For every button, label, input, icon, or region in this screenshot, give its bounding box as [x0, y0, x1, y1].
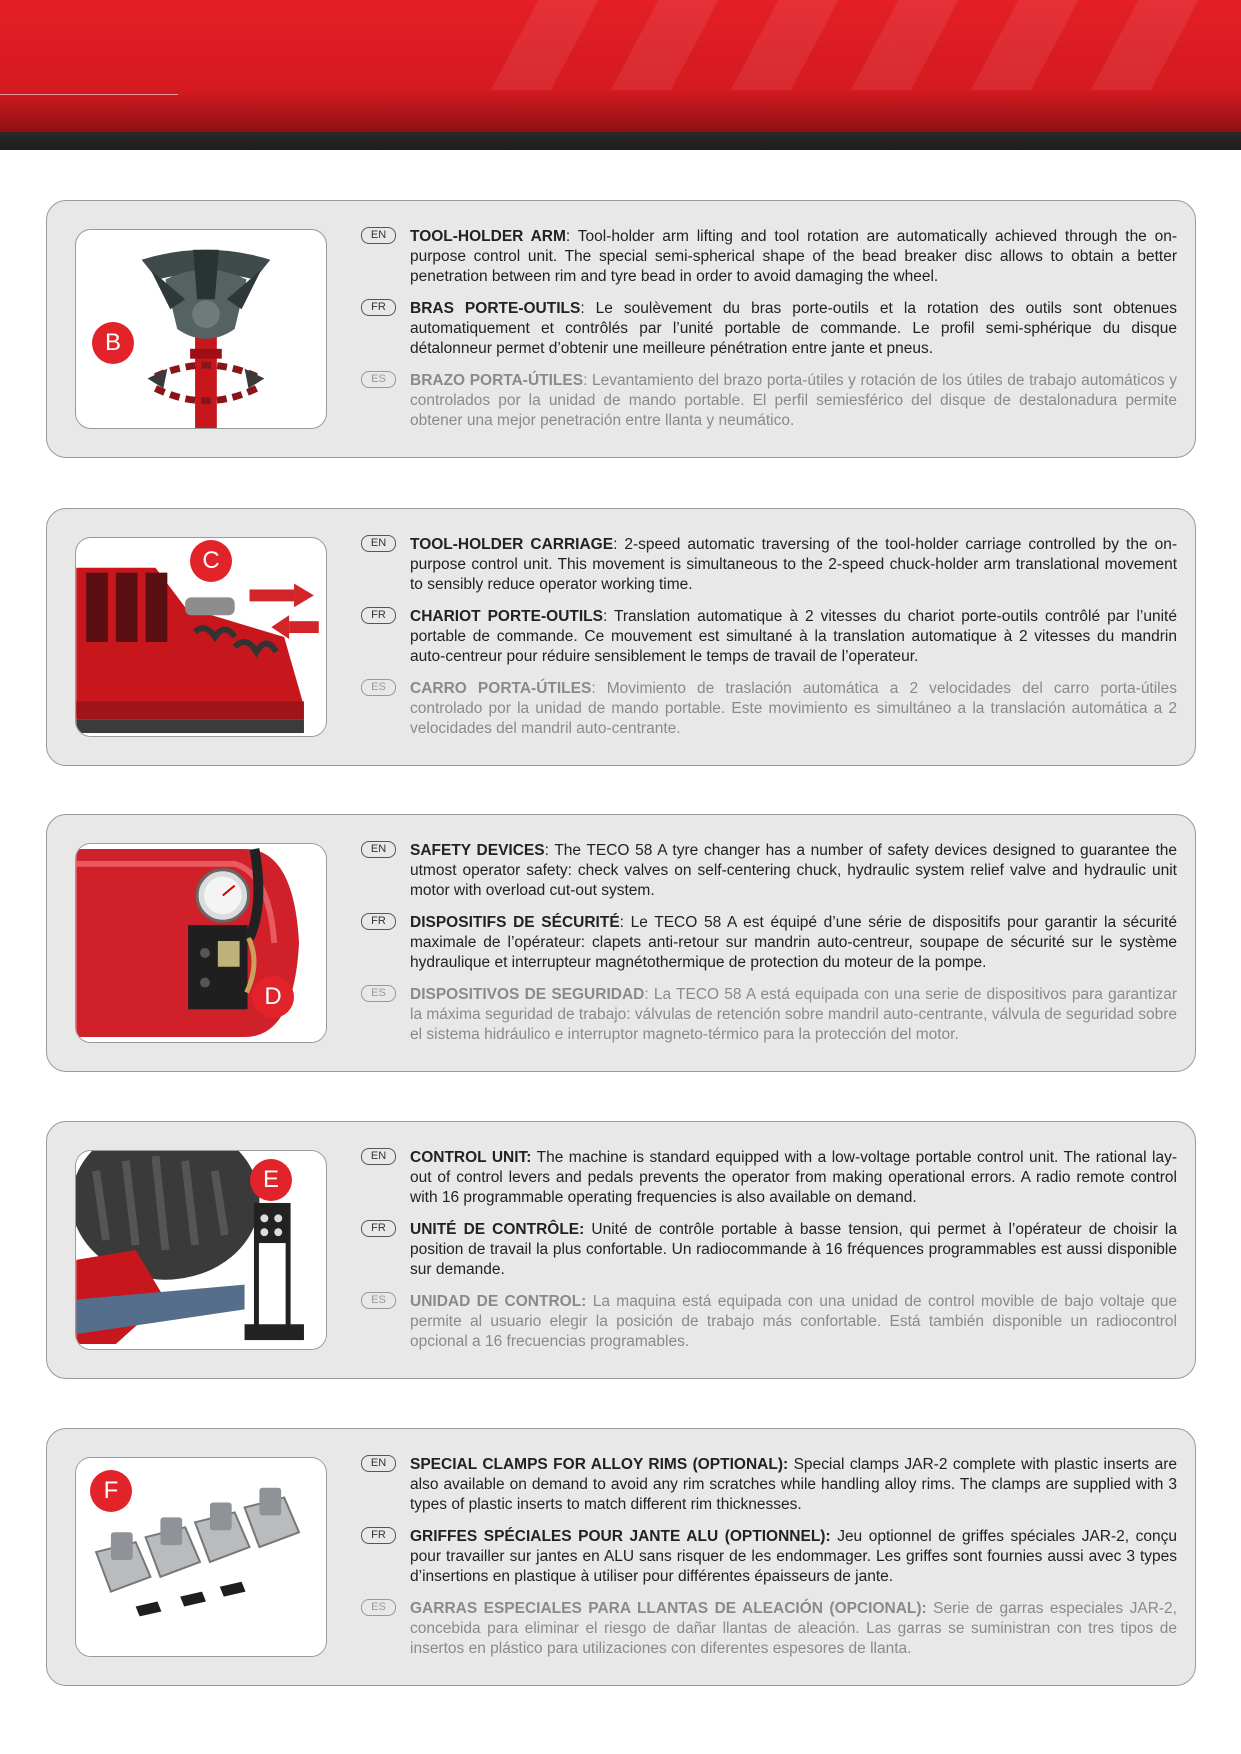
- description-fr: : Le soulèvement du bras porte-outils et la rotation des outils sont obtenues automatiquement et contrôlés par l’unité portable de commande. Le profil semi-sphérique du disque détalonneur permet d’obtenir une meilleure pénétration entre jante et pneus.: [410, 300, 1177, 357]
- lang-tag-fr: FR: [361, 299, 396, 316]
- alloy-clamps-photo: [75, 1457, 327, 1657]
- heading-es: BRAZO PORTA-ÚTILES: [410, 372, 584, 389]
- tool-holder-carriage-photo: [75, 537, 327, 737]
- control-unit-photo: [75, 1150, 327, 1350]
- heading-en: SAFETY DEVICES: [410, 842, 545, 859]
- lang-tag-fr: FR: [361, 1220, 396, 1237]
- description-fr: : Translation automatique à 2 vitesses du chariot porte-outils contrôlé par l’unité portable de commande. Ce mouvement est simultané à la translation automatique à 2 vitesses du mandrin auto-centreur pour réduire sensiblement le temps de travail de l’operateur.: [410, 608, 1177, 665]
- description-fr: Unité de contrôle portable à basse tension, qui permet à l’opérateur de choisir la position de travail la plus confortable. Un radiocommande à 16 fréquences programmables est aussi disponible sur demande.: [410, 1221, 1177, 1278]
- heading-es: CARRO PORTA-ÚTILES: [410, 680, 592, 697]
- label-badge: B: [92, 322, 134, 364]
- heading-fr: UNITÉ DE CONTRÔLE:: [410, 1221, 585, 1238]
- heading-en: TOOL-HOLDER CARRIAGE: [410, 536, 614, 553]
- header-banner: [0, 0, 1241, 150]
- lang-tag-es: ES: [361, 1599, 396, 1616]
- description-es: : Movimiento de traslación automática a 2 velocidades del carro porta-útiles controlado por la unidad de mando portable. Este movimiento es simultáneo a la translación automática a 2 velocidades del mandril auto-centrante.: [410, 680, 1177, 737]
- heading-es: UNIDAD DE CONTROL:: [410, 1293, 587, 1310]
- safety-devices-photo: [75, 843, 327, 1043]
- label-badge: E: [250, 1159, 292, 1201]
- feature-card-tool-holder-carriage: [46, 508, 1196, 766]
- lang-tag-fr: FR: [361, 1527, 396, 1544]
- lang-tag-es: ES: [361, 1292, 396, 1309]
- heading-fr: CHARIOT PORTE-OUTILS: [410, 608, 603, 625]
- lang-tag-en: EN: [361, 227, 396, 244]
- lang-tag-fr: FR: [361, 607, 396, 624]
- label-badge: C: [190, 540, 232, 582]
- description-en: : Tool-holder arm lifting and tool rotation are automatically achieved through the on-purpose control unit. The special semi-spherical shape of the bead breaker disc allows to obtain a better penetration between rim and tyre bead in order to avoid damaging the wheel.: [410, 228, 1178, 285]
- description-fr: : Le TECO 58 A est équipé d’une série de dispositifs pour garantir la sécurité maximale de l’opérateur: clapets anti-retour sur mandrin auto-centreur, soupape de sécurité sur le système hydraulique et interrupteur magnétothermique de protection du moteur de la pompe.: [410, 914, 1177, 971]
- heading-fr: DISPOSITIFS DE SÉCURITÉ: [410, 914, 620, 931]
- feature-card-control-unit: [46, 1121, 1196, 1379]
- heading-en: TOOL-HOLDER ARM: [410, 228, 566, 245]
- lang-tag-es: ES: [361, 371, 396, 388]
- lang-tag-en: EN: [361, 1455, 396, 1472]
- label-badge: F: [90, 1470, 132, 1512]
- heading-fr: GRIFFES SPÉCIALES POUR JANTE ALU (OPTIONNEL):: [410, 1528, 831, 1545]
- feature-card-safety-devices: [46, 814, 1196, 1072]
- description-en: : 2-speed automatic traversing of the tool-holder carriage controlled by the on-purpose control unit. This movement is simultaneous to the 2-speed chuck-holder arm translational movement to sensibly reduce operator working time.: [410, 536, 1177, 593]
- lang-tag-es: ES: [361, 679, 396, 696]
- description-es: : Levantamiento del brazo porta-útiles y rotación de los útiles de trabajo automáticos y controlados por la unidad de mando portable. El perfil semiesférico del disque de destalonadura permite obtener una mejor penetración entre llanta y neumático.: [410, 372, 1177, 429]
- lang-tag-fr: FR: [361, 913, 396, 930]
- feature-card-tool-holder-arm: [46, 200, 1196, 458]
- heading-fr: BRAS PORTE-OUTILS: [410, 300, 581, 317]
- lang-tag-en: EN: [361, 1148, 396, 1165]
- lang-tag-es: ES: [361, 985, 396, 1002]
- description-fr: Jeu optionnel de griffes spéciales JAR-2, conçu pour travailler sur jantes en ALU sans risquer de les endommager. Les griffes sont fournies aussi avec 3 types d’insertions en plastique à utiliser pour différentes épaisseurs de jante.: [410, 1528, 1177, 1585]
- lang-tag-en: EN: [361, 535, 396, 552]
- description-en: Special clamps JAR-2 complete with plastic inserts are also available on demand to avoid any rim scratches while handling alloy rims. The clamps are supplied with 3 types of plastic inserts to match different rim thicknesses.: [410, 1456, 1177, 1513]
- tool-holder-arm-photo: [75, 229, 327, 429]
- header-rule: [0, 94, 178, 95]
- feature-card-alloy-clamps: [46, 1428, 1196, 1686]
- heading-en: CONTROL UNIT:: [410, 1149, 532, 1166]
- lang-tag-en: EN: [361, 841, 396, 858]
- heading-en: SPECIAL CLAMPS FOR ALLOY RIMS (OPTIONAL):: [410, 1456, 789, 1473]
- heading-es: GARRAS ESPECIALES PARA LLANTAS DE ALEACIÓN (OPCIONAL):: [410, 1600, 927, 1617]
- description-en: The machine is standard equipped with a low-voltage portable control unit. The rational lay-out of control levers and pedals prevents the operator from making operational errors. A radio remote control with 16 programmable operating frequencies is also available on demand.: [410, 1149, 1178, 1206]
- description-en: : The TECO 58 A tyre changer has a number of safety devices designed to guarantee the utmost operator safety: check valves on self-centering chuck, hydraulic system relief valve and hydraulic unit motor with overload cut-out system.: [410, 842, 1178, 899]
- heading-es: DISPOSITIVOS DE SEGURIDAD: [410, 986, 645, 1003]
- description-es: : La TECO 58 A está equipada con una serie de dispositivos para garantizar la máxima seguridad de trabajo: válvulas de retención sobre mandril auto-centrante, válvula de seguridad sobre el sistema hidráulico e interruptor magneto-térmico para la protección del motor.: [410, 986, 1178, 1043]
- label-badge: D: [252, 976, 294, 1018]
- description-es: Serie de garras especiales JAR-2, concebida para eliminar el riesgo de dañar llantas de aleación. Las garras se suministran con tres tipos de insertos en plástico para utilizaciones con diferentes espesores de llanta.: [410, 1600, 1177, 1657]
- description-es: La maquina está equipada con una unidad de control movible de bajo voltaje que permite al usuario elegir la posición de trabajo más confortable. Está también disponible un radiocontrol opcional a 16 frecuencias programables.: [410, 1293, 1177, 1350]
